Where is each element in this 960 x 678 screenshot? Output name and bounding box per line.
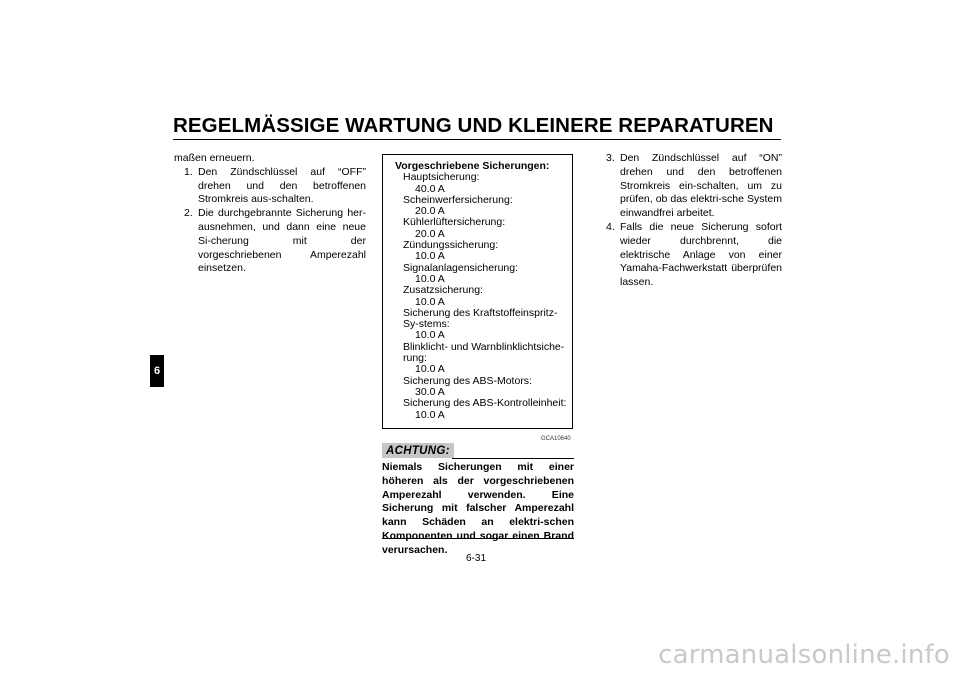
caution-badge: ACHTUNG:: [382, 443, 454, 458]
spec-value: 10.0 A: [415, 329, 445, 342]
page-title: REGELMÄSSIGE WARTUNG UND KLEINERE REPARATUREN: [173, 114, 774, 137]
step-text: Den Zündschlüssel auf “ON” drehen und den betroffenen Stromkreis ein-schalten, um zu prüfen, ob das elektri-sche System einwandfrei arbeitet.: [620, 152, 782, 220]
spec-value: 30.0 A: [415, 385, 445, 398]
intro-text: maßen erneuern.: [174, 152, 255, 164]
spec-label: Kühlerlüftersicherung:: [403, 216, 506, 229]
spec-label: Signalanlagensicherung:: [403, 261, 519, 274]
spec-value: 10.0 A: [415, 295, 445, 308]
caution-text: Niemals Sicherungen mit einer höheren als der vorgeschriebenen Amperezahl verwenden. Eine Sicherung mit falscher Amperezahl kann Schäden an elektri-schen Komponenten und sogar einen Brand verursachen.: [382, 461, 574, 556]
header-divider: [173, 139, 781, 140]
spec-title: Vorgeschriebene Sicherungen:: [395, 160, 550, 172]
step-text: Den Zündschlüssel auf “OFF” drehen und den betroffenen Stromkreis aus-schalten.: [198, 165, 366, 206]
caution-code: GCA10640: [541, 436, 571, 442]
list-item: [174, 166, 366, 207]
list-item: [596, 152, 782, 221]
right-column: [596, 152, 782, 290]
spec-label: Hauptsicherung:: [403, 171, 480, 184]
step-text: Die durchgebrannte Sicherung her-ausnehmen, und dann eine neue Si-cherung mit der vorgeschriebenen Amperezahl einsetzen.: [198, 207, 366, 275]
step-number: 2.: [184, 207, 193, 220]
list-item: [596, 221, 782, 290]
spec-label: Zusatzsicherung:: [403, 284, 483, 297]
spec-value: 10.0 A: [415, 408, 445, 421]
spec-value: 10.0 A: [415, 250, 445, 263]
spec-label: Sicherung des ABS-Kontrolleinheit:: [403, 397, 567, 410]
step-text: Falls die neue Sicherung sofort wieder durchbrennt, die elektrische Anlage von einer Yamaha-Fachwerkstatt überprüfen lassen.: [620, 220, 782, 289]
spec-label: Sicherung des ABS-Motors:: [403, 374, 532, 387]
page-number: 6-31: [466, 553, 487, 564]
left-column: [174, 152, 366, 276]
spec-value: 10.0 A: [415, 363, 445, 376]
step-number: 4.: [606, 220, 615, 233]
spec-label: Blinklicht- und Warnblinklichtsiche-rung:: [403, 340, 565, 365]
list-item: [174, 207, 366, 276]
spec-value: 20.0 A: [415, 227, 445, 240]
spec-value: 10.0 A: [415, 272, 445, 285]
caution-divider-bottom: [382, 538, 574, 539]
spec-label: Zündungssicherung:: [403, 239, 499, 252]
step-number: 1.: [184, 165, 193, 178]
caution-divider-top: [452, 458, 574, 459]
chapter-tab: 6: [150, 355, 164, 387]
fuse-spec-box: [382, 154, 573, 429]
step-number: 3.: [606, 152, 615, 164]
spec-label: Scheinwerfersicherung:: [403, 193, 513, 206]
spec-label: Sicherung des Kraftstoffeinspritz-Sy-stems:: [403, 306, 558, 331]
spec-value: 40.0 A: [415, 182, 445, 195]
spec-value: 20.0 A: [415, 205, 445, 218]
watermark: carmanualsonline.info: [658, 640, 950, 670]
